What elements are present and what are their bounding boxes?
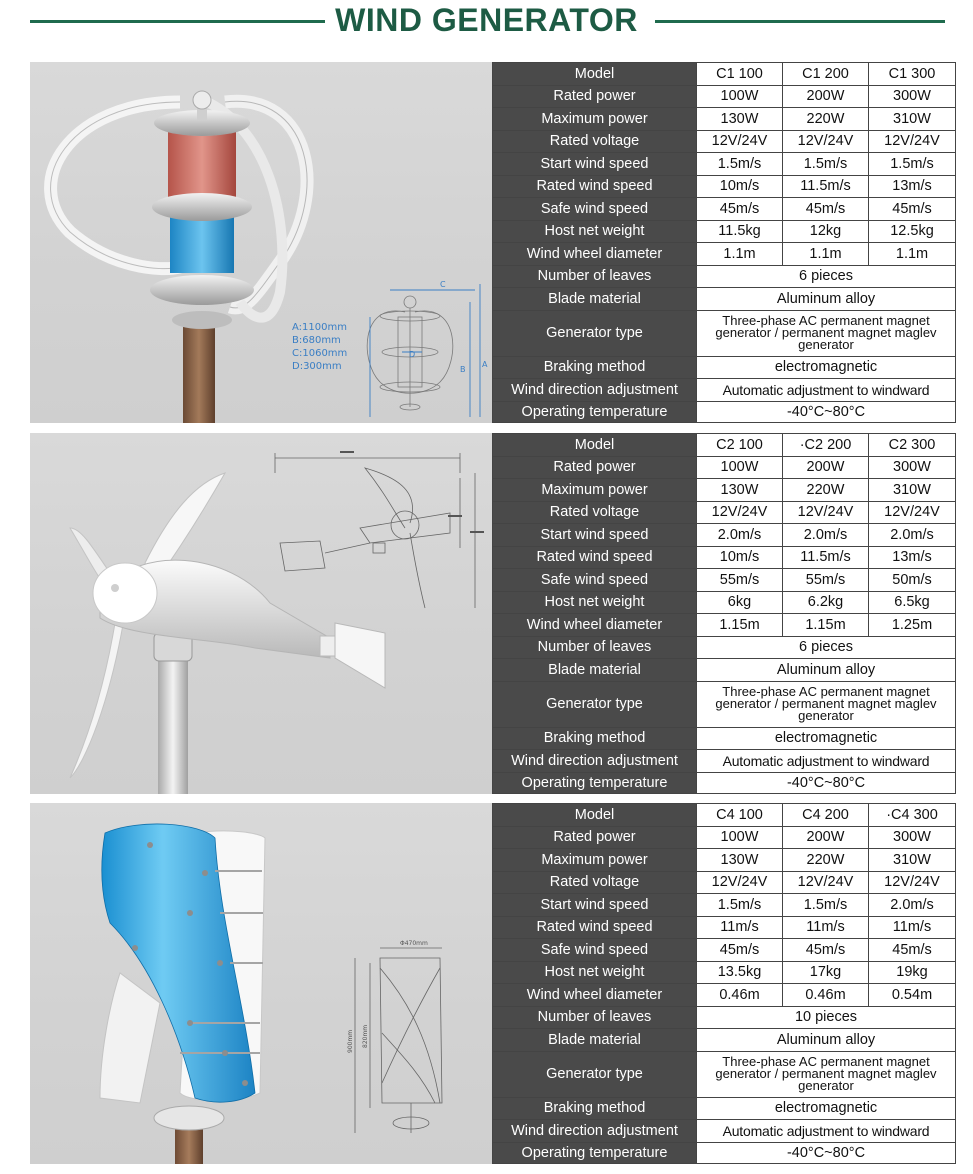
spec-value: 6 pieces bbox=[697, 636, 956, 659]
spec-label: Number of leaves bbox=[493, 265, 697, 288]
spec-label: Generator type bbox=[493, 681, 697, 727]
spec-row bbox=[493, 636, 956, 659]
dimension-a: A:1100mm bbox=[292, 322, 347, 333]
spec-value: C1 200 bbox=[783, 63, 869, 86]
spec-value: Three-phase AC permanent magnet generator / permanent magnet maglev generator bbox=[697, 310, 956, 356]
spec-label: Rated voltage bbox=[493, 871, 697, 894]
header-rule-right bbox=[655, 20, 945, 23]
spec-value: 45m/s bbox=[783, 198, 869, 221]
spec-value: electromagnetic bbox=[697, 1097, 956, 1120]
spec-value: 11m/s bbox=[697, 916, 783, 939]
spec-row bbox=[493, 220, 956, 243]
product-section-c1 bbox=[30, 62, 955, 423]
spec-value: 12V/24V bbox=[869, 130, 956, 153]
product-image-c2 bbox=[30, 433, 492, 794]
spec-label: Rated wind speed bbox=[493, 546, 697, 569]
spec-value: 220W bbox=[783, 479, 869, 502]
dimension-height-total: 900mm bbox=[347, 1029, 354, 1053]
spec-value: 1.15m bbox=[783, 614, 869, 637]
spec-label: Wind direction adjustment bbox=[493, 750, 697, 773]
dimension-diameter: Φ470mm bbox=[400, 940, 428, 947]
product-section-c2 bbox=[30, 433, 955, 794]
spec-value: 13m/s bbox=[869, 175, 956, 198]
spec-row bbox=[493, 85, 956, 108]
spec-value: 12V/24V bbox=[783, 871, 869, 894]
horizontal-turbine-illustration bbox=[30, 433, 492, 794]
spec-label: Start wind speed bbox=[493, 894, 697, 917]
spec-row bbox=[493, 750, 956, 773]
spec-row bbox=[493, 772, 956, 793]
spec-value: 45m/s bbox=[869, 198, 956, 221]
spec-row bbox=[493, 356, 956, 379]
spec-value: 12kg bbox=[783, 220, 869, 243]
spec-row bbox=[493, 456, 956, 479]
spec-value: Automatic adjustment to windward bbox=[697, 750, 956, 773]
spec-row bbox=[493, 569, 956, 592]
spec-label: Blade material bbox=[493, 659, 697, 682]
spec-value: 1.15m bbox=[697, 614, 783, 637]
spec-row bbox=[493, 310, 956, 356]
spec-value: 2.0m/s bbox=[869, 524, 956, 547]
spec-value: 12V/24V bbox=[783, 130, 869, 153]
spec-row bbox=[493, 961, 956, 984]
spec-label: Start wind speed bbox=[493, 524, 697, 547]
spec-value: Automatic adjustment to windward bbox=[697, 1120, 956, 1143]
spec-value: 45m/s bbox=[697, 198, 783, 221]
spec-value: 11m/s bbox=[869, 916, 956, 939]
spec-row bbox=[493, 591, 956, 614]
spec-label: Rated power bbox=[493, 85, 697, 108]
spec-value: -40°C~80°C bbox=[697, 1142, 956, 1163]
spec-value: 12V/24V bbox=[697, 130, 783, 153]
drawing-label-a: A bbox=[482, 360, 488, 369]
spec-value: 12V/24V bbox=[697, 871, 783, 894]
spec-value: 45m/s bbox=[783, 939, 869, 962]
spec-row bbox=[493, 1029, 956, 1052]
spec-row bbox=[493, 1051, 956, 1097]
spec-row bbox=[493, 1006, 956, 1029]
spec-label: Maximum power bbox=[493, 479, 697, 502]
spec-value: ·C2 200 bbox=[783, 434, 869, 457]
spec-value: Automatic adjustment to windward bbox=[697, 379, 956, 402]
spec-row bbox=[493, 939, 956, 962]
spec-label: Host net weight bbox=[493, 961, 697, 984]
spec-value: 13m/s bbox=[869, 546, 956, 569]
spec-label: Safe wind speed bbox=[493, 939, 697, 962]
spec-table-c2 bbox=[492, 433, 956, 794]
spec-label: Generator type bbox=[493, 310, 697, 356]
dimension-c: C:1060mm bbox=[292, 348, 348, 359]
spec-label: Wind direction adjustment bbox=[493, 379, 697, 402]
spec-label: Number of leaves bbox=[493, 1006, 697, 1029]
spec-value: 1.25m bbox=[869, 614, 956, 637]
spec-value: 19kg bbox=[869, 961, 956, 984]
spec-value: 55m/s bbox=[783, 569, 869, 592]
spec-label: Rated power bbox=[493, 826, 697, 849]
drawing-label-b: B bbox=[460, 365, 466, 374]
dimension-b: B:680mm bbox=[292, 335, 341, 346]
spec-value: 310W bbox=[869, 479, 956, 502]
spec-label: Braking method bbox=[493, 727, 697, 750]
spec-value: 300W bbox=[869, 826, 956, 849]
spec-value: 130W bbox=[697, 479, 783, 502]
spec-value: 1.1m bbox=[869, 243, 956, 266]
spec-value: 13.5kg bbox=[697, 961, 783, 984]
dimension-height-blade: 820mm bbox=[362, 1024, 369, 1048]
spec-value: 50m/s bbox=[869, 569, 956, 592]
spec-label: Wind wheel diameter bbox=[493, 243, 697, 266]
spec-value: Three-phase AC permanent magnet generator / permanent magnet maglev generator bbox=[697, 681, 956, 727]
spec-value: 310W bbox=[869, 108, 956, 131]
spec-value: C2 300 bbox=[869, 434, 956, 457]
spec-value: 12V/24V bbox=[869, 871, 956, 894]
spec-value: 100W bbox=[697, 826, 783, 849]
spec-value: 1.5m/s bbox=[783, 894, 869, 917]
spec-value: 200W bbox=[783, 456, 869, 479]
spec-label: Model bbox=[493, 434, 697, 457]
spec-label: Safe wind speed bbox=[493, 198, 697, 221]
product-image-c4 bbox=[30, 803, 492, 1164]
spec-label: Model bbox=[493, 63, 697, 86]
spec-row bbox=[493, 63, 956, 86]
spec-label: Braking method bbox=[493, 1097, 697, 1120]
spec-value: C2 100 bbox=[697, 434, 783, 457]
spec-value: 45m/s bbox=[869, 939, 956, 962]
spec-value: 2.0m/s bbox=[869, 894, 956, 917]
spec-value: 0.54m bbox=[869, 984, 956, 1007]
product-section-c4 bbox=[30, 803, 955, 1164]
spec-label: Rated wind speed bbox=[493, 916, 697, 939]
spec-value: 1.5m/s bbox=[783, 153, 869, 176]
spec-value: 130W bbox=[697, 108, 783, 131]
spec-row bbox=[493, 175, 956, 198]
spec-row bbox=[493, 546, 956, 569]
spec-value: 11m/s bbox=[783, 916, 869, 939]
drawing-label-d: D bbox=[409, 350, 416, 359]
spec-label: Maximum power bbox=[493, 108, 697, 131]
spec-value: Aluminum alloy bbox=[697, 659, 956, 682]
spec-value: 45m/s bbox=[697, 939, 783, 962]
spec-value: 55m/s bbox=[697, 569, 783, 592]
spec-value: 0.46m bbox=[697, 984, 783, 1007]
spec-label: Operating temperature bbox=[493, 401, 697, 422]
spec-row bbox=[493, 681, 956, 727]
page-title: WIND GENERATOR bbox=[335, 2, 638, 38]
spec-value: 11.5m/s bbox=[783, 546, 869, 569]
spec-label: Blade material bbox=[493, 288, 697, 311]
spec-value: 6.5kg bbox=[869, 591, 956, 614]
spec-label: Rated voltage bbox=[493, 501, 697, 524]
dimension-d: D:300mm bbox=[292, 361, 342, 372]
product-image-c1 bbox=[30, 62, 492, 423]
spec-value: 220W bbox=[783, 849, 869, 872]
spec-value: electromagnetic bbox=[697, 727, 956, 750]
spec-value: 130W bbox=[697, 849, 783, 872]
spec-value: 2.0m/s bbox=[697, 524, 783, 547]
spec-row bbox=[493, 524, 956, 547]
spec-label: Blade material bbox=[493, 1029, 697, 1052]
spec-row bbox=[493, 198, 956, 221]
spec-row bbox=[493, 871, 956, 894]
spec-value: 1.5m/s bbox=[697, 153, 783, 176]
spec-value: 100W bbox=[697, 85, 783, 108]
spec-label: Number of leaves bbox=[493, 636, 697, 659]
spec-label: Wind wheel diameter bbox=[493, 614, 697, 637]
spec-label: Operating temperature bbox=[493, 1142, 697, 1163]
spec-value: 1.1m bbox=[697, 243, 783, 266]
spec-value: 12V/24V bbox=[869, 501, 956, 524]
spec-value: 310W bbox=[869, 849, 956, 872]
spec-row bbox=[493, 1120, 956, 1143]
spec-value: 12V/24V bbox=[783, 501, 869, 524]
spec-row bbox=[493, 401, 956, 422]
spec-value: 6 pieces bbox=[697, 265, 956, 288]
spec-label: Host net weight bbox=[493, 220, 697, 243]
spec-label: Rated voltage bbox=[493, 130, 697, 153]
spec-row bbox=[493, 1142, 956, 1163]
spec-value: 12V/24V bbox=[697, 501, 783, 524]
spec-value: 6kg bbox=[697, 591, 783, 614]
page-header bbox=[0, 0, 973, 44]
spec-label: Wind wheel diameter bbox=[493, 984, 697, 1007]
spec-label: Safe wind speed bbox=[493, 569, 697, 592]
spec-label: Generator type bbox=[493, 1051, 697, 1097]
spec-value: Three-phase AC permanent magnet generator / permanent magnet maglev generator bbox=[697, 1051, 956, 1097]
spec-row bbox=[493, 614, 956, 637]
spec-value: 10m/s bbox=[697, 175, 783, 198]
spec-value: 10m/s bbox=[697, 546, 783, 569]
spec-row bbox=[493, 434, 956, 457]
spec-row bbox=[493, 804, 956, 827]
helical-turbine-illustration bbox=[30, 803, 492, 1164]
spec-value: 220W bbox=[783, 108, 869, 131]
spec-value: C4 100 bbox=[697, 804, 783, 827]
spec-value: Aluminum alloy bbox=[697, 288, 956, 311]
spec-value: electromagnetic bbox=[697, 356, 956, 379]
spec-value: C4 200 bbox=[783, 804, 869, 827]
spec-row bbox=[493, 243, 956, 266]
spec-value: ·C4 300 bbox=[869, 804, 956, 827]
spec-label: Rated wind speed bbox=[493, 175, 697, 198]
vertical-turbine-illustration bbox=[30, 62, 492, 423]
spec-value: C1 100 bbox=[697, 63, 783, 86]
spec-value: 17kg bbox=[783, 961, 869, 984]
spec-value: 1.1m bbox=[783, 243, 869, 266]
spec-value: C1 300 bbox=[869, 63, 956, 86]
spec-value: 1.5m/s bbox=[869, 153, 956, 176]
spec-row bbox=[493, 265, 956, 288]
spec-value: 12.5kg bbox=[869, 220, 956, 243]
spec-value: 2.0m/s bbox=[783, 524, 869, 547]
spec-table-c1 bbox=[492, 62, 956, 423]
spec-row bbox=[493, 479, 956, 502]
spec-row bbox=[493, 130, 956, 153]
spec-row bbox=[493, 501, 956, 524]
spec-value: Aluminum alloy bbox=[697, 1029, 956, 1052]
spec-label: Host net weight bbox=[493, 591, 697, 614]
spec-value: 6.2kg bbox=[783, 591, 869, 614]
drawing-label-c: C bbox=[440, 280, 446, 289]
spec-value: 11.5m/s bbox=[783, 175, 869, 198]
spec-row bbox=[493, 849, 956, 872]
spec-table-c4 bbox=[492, 803, 956, 1164]
spec-row bbox=[493, 288, 956, 311]
spec-row bbox=[493, 659, 956, 682]
spec-label: Wind direction adjustment bbox=[493, 1120, 697, 1143]
spec-label: Braking method bbox=[493, 356, 697, 379]
spec-value: 100W bbox=[697, 456, 783, 479]
spec-value: -40°C~80°C bbox=[697, 401, 956, 422]
spec-row bbox=[493, 894, 956, 917]
spec-label: Maximum power bbox=[493, 849, 697, 872]
spec-label: Operating temperature bbox=[493, 772, 697, 793]
spec-label: Start wind speed bbox=[493, 153, 697, 176]
spec-row bbox=[493, 379, 956, 402]
spec-row bbox=[493, 984, 956, 1007]
spec-value: 11.5kg bbox=[697, 220, 783, 243]
spec-row bbox=[493, 727, 956, 750]
spec-row bbox=[493, 108, 956, 131]
spec-value: 200W bbox=[783, 85, 869, 108]
spec-value: 0.46m bbox=[783, 984, 869, 1007]
spec-label: Model bbox=[493, 804, 697, 827]
spec-row bbox=[493, 1097, 956, 1120]
spec-value: 300W bbox=[869, 456, 956, 479]
spec-row bbox=[493, 153, 956, 176]
spec-value: 10 pieces bbox=[697, 1006, 956, 1029]
spec-value: 200W bbox=[783, 826, 869, 849]
spec-value: 1.5m/s bbox=[697, 894, 783, 917]
spec-value: -40°C~80°C bbox=[697, 772, 956, 793]
spec-row bbox=[493, 916, 956, 939]
spec-value: 300W bbox=[869, 85, 956, 108]
spec-row bbox=[493, 826, 956, 849]
spec-label: Rated power bbox=[493, 456, 697, 479]
